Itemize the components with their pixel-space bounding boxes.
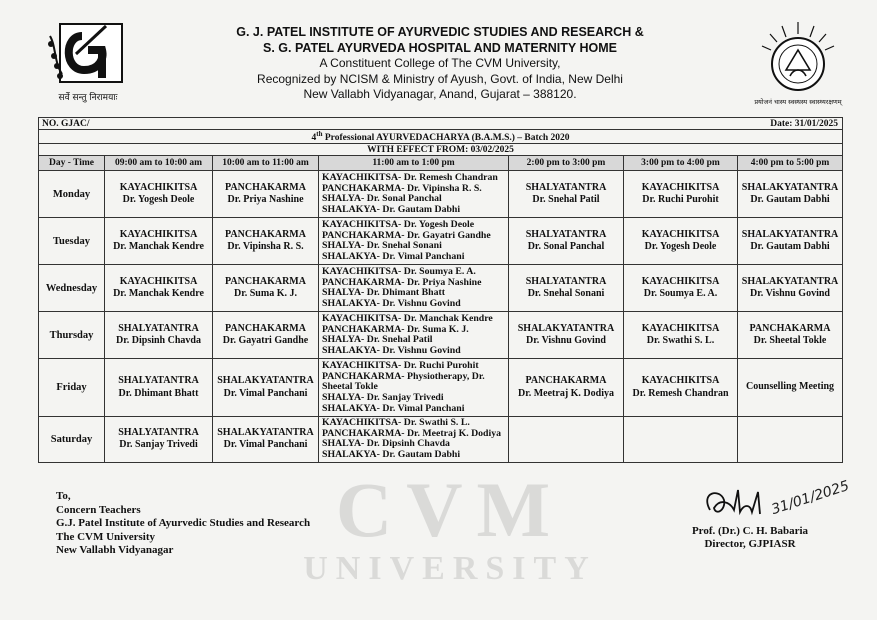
signer-title: Director, GJPIASR bbox=[704, 538, 796, 550]
slot-line: Sheetal Tokle bbox=[322, 382, 378, 393]
recipient-line: Concern Teachers bbox=[56, 503, 141, 516]
slot-cell bbox=[509, 171, 624, 218]
signature-date: 31/01/2025 bbox=[769, 477, 852, 519]
slot-line: SHALYATANTRA bbox=[118, 375, 199, 387]
slot-cell bbox=[319, 417, 509, 462]
slot-line: KAYACHIKITSA- Dr. Yogesh Deole bbox=[322, 219, 475, 230]
column-header-row bbox=[39, 156, 843, 171]
slot-cell bbox=[509, 359, 624, 417]
slot-line: Dr. Gautam Dabhi bbox=[750, 241, 830, 253]
slot-line: KAYACHIKITSA bbox=[641, 181, 720, 193]
slot-line: Dr. Soumya E. A. bbox=[643, 288, 718, 300]
slot-cell bbox=[213, 417, 319, 462]
slot-line: PANCHAKARMA bbox=[525, 375, 607, 387]
slot-line: Dr. Gayatri Gandhe bbox=[222, 335, 309, 347]
letterhead bbox=[180, 24, 700, 103]
slot-cell bbox=[509, 312, 624, 359]
slot-line: Dr. Sanjay Trivedi bbox=[119, 439, 198, 451]
slot-cell bbox=[319, 265, 509, 312]
slot-line: SHALAKYATANTRA bbox=[217, 375, 314, 387]
institute-logo-icon bbox=[42, 14, 134, 106]
slot-line: KAYACHIKITSA- Dr. Manchak Kendre bbox=[322, 313, 493, 324]
slot-line: KAYACHIKITSA- Dr. Remesh Chandran bbox=[322, 172, 498, 183]
slot-line: SHALYATANTRA bbox=[118, 322, 199, 334]
slot-line: Dr. Manchak Kendre bbox=[113, 241, 204, 253]
slot-line: KAYACHIKITSA bbox=[119, 181, 198, 193]
day-cell: Saturday bbox=[39, 417, 105, 462]
slot-cell bbox=[738, 218, 843, 265]
recipient-line: New Vallabh Vidyanagar bbox=[56, 544, 174, 556]
slot-cell bbox=[213, 312, 319, 359]
slot-cell bbox=[624, 171, 738, 218]
recipient-line: The CVM University bbox=[56, 530, 155, 543]
slot-line: Dr. Remesh Chandran bbox=[632, 387, 729, 399]
timetable-body bbox=[39, 171, 843, 462]
left-logo-motto: सर्वे सन्तु निरामयाः bbox=[58, 93, 118, 103]
slot-line: Dr. Vishnu Govind bbox=[526, 335, 606, 347]
course-title-pre: 4 bbox=[311, 133, 317, 144]
slot-line: PANCHAKARMA bbox=[225, 322, 306, 334]
effect-row bbox=[39, 144, 843, 156]
slot-line: PANCHAKARMA- Dr. Suma K. J. bbox=[322, 324, 469, 335]
slot-line: Dr. Yogesh Deole bbox=[644, 241, 717, 253]
column-header: 10:00 am to 11:00 am bbox=[213, 156, 319, 171]
slot-cell bbox=[738, 359, 843, 417]
slot-line: Dr. Dhimant Bhatt bbox=[118, 387, 199, 399]
slot-line: SHALYATANTRA bbox=[525, 228, 607, 240]
slot-line: SHALYATANTRA bbox=[525, 181, 607, 193]
slot-line: Dr. Suma K. J. bbox=[234, 288, 297, 300]
day-cell: Thursday bbox=[39, 312, 105, 359]
column-header: 2:00 pm to 3:00 pm bbox=[509, 156, 624, 171]
slot-cell bbox=[213, 171, 319, 218]
slot-line: SHALAKYA- Dr. Vishnu Govind bbox=[322, 345, 461, 356]
slot-cell bbox=[213, 359, 319, 417]
timetable bbox=[38, 117, 843, 463]
slot-line: Dr. Vimal Panchani bbox=[223, 387, 308, 399]
issue-date: Date: 31/01/2025 bbox=[770, 118, 839, 129]
watermark bbox=[270, 466, 630, 588]
slot-line: SHALYA- Dr. Sonal Panchal bbox=[322, 194, 442, 205]
slot-line: Dr. Gautam Dabhi bbox=[750, 194, 830, 206]
slot-cell bbox=[624, 417, 738, 462]
right-logo-motto: प्रयोजनं चास्य स्वस्थस्य स्वास्थ्यरक्षणम् bbox=[754, 98, 842, 106]
slot-line: PANCHAKARMA bbox=[225, 275, 306, 287]
slot-line: SHALYATANTRA bbox=[118, 426, 199, 438]
to-label: To, bbox=[56, 490, 71, 502]
slot-line: SHALAKYATANTRA bbox=[517, 322, 615, 334]
day-cell: Monday bbox=[39, 171, 105, 218]
slot-line: PANCHAKARMA bbox=[225, 228, 306, 240]
slot-line: Dr. Snehal Patil bbox=[532, 194, 600, 206]
table-row bbox=[39, 171, 843, 218]
reference-number: NO. GJAC/ bbox=[42, 118, 90, 129]
slot-line: KAYACHIKITSA bbox=[641, 322, 720, 334]
slot-line: Dr. Dipsinh Chavda bbox=[116, 335, 201, 347]
slot-cell bbox=[738, 171, 843, 218]
institute-name-line1: G. J. PATEL INSTITUTE OF AYURVEDIC STUDIES AND RESEARCH & bbox=[236, 25, 644, 39]
slot-line: PANCHAKARMA bbox=[225, 181, 306, 193]
slot-line: Dr. Sheetal Tokle bbox=[753, 335, 827, 347]
title-row bbox=[39, 130, 843, 144]
slot-line: KAYACHIKITSA bbox=[641, 228, 720, 240]
slot-line: KAYACHIKITSA bbox=[119, 228, 198, 240]
slot-line: Dr. Snehal Sonani bbox=[527, 288, 605, 300]
column-header: 4:00 pm to 5:00 pm bbox=[738, 156, 843, 171]
slot-cell bbox=[509, 218, 624, 265]
slot-cell bbox=[105, 171, 213, 218]
day-cell: Friday bbox=[39, 359, 105, 417]
slot-line: SHALYA- Dr. Dipsinh Chavda bbox=[322, 439, 450, 450]
recognition-line: Recognized by NCISM & Ministry of Ayush, Govt. of India, New Delhi bbox=[257, 71, 623, 86]
slot-line: Dr. Manchak Kendre bbox=[113, 288, 204, 300]
slot-line: KAYACHIKITSA bbox=[119, 275, 198, 287]
slot-line: KAYACHIKITSA bbox=[641, 275, 720, 287]
constituent-line: A Constituent College of The CVM University, bbox=[319, 56, 561, 70]
slot-line: SHALAKYA- Dr. Gautam Dabhi bbox=[322, 204, 461, 215]
slot-cell bbox=[105, 359, 213, 417]
slot-cell bbox=[319, 359, 509, 417]
slot-line: PANCHAKARMA bbox=[749, 322, 831, 334]
slot-cell bbox=[213, 218, 319, 265]
slot-line: SHALYA- Dr. Snehal Sonani bbox=[322, 241, 442, 252]
slot-cell bbox=[738, 312, 843, 359]
slot-line: Dr. Sonal Panchal bbox=[527, 241, 605, 253]
slot-line: Dr. Priya Nashine bbox=[227, 194, 304, 206]
slot-line: SHALAKYATANTRA bbox=[741, 228, 839, 240]
recipient-block bbox=[56, 490, 310, 558]
slot-line: Dr. Ruchi Purohit bbox=[642, 194, 719, 206]
slot-line: Dr. Yogesh Deole bbox=[122, 194, 195, 206]
slot-line: SHALAKYATANTRA bbox=[741, 181, 839, 193]
slot-cell bbox=[105, 417, 213, 462]
table-row bbox=[39, 417, 843, 462]
slot-line: Dr. Meetraj K. Dodiya bbox=[518, 387, 614, 399]
slot-line: PANCHAKARMA- Dr. Priya Nashine bbox=[322, 277, 482, 288]
table-row bbox=[39, 218, 843, 265]
slot-cell bbox=[509, 265, 624, 312]
slot-line: SHALYA- Dr. Sanjay Trivedi bbox=[322, 392, 444, 403]
slot-line: Dr. Vipinsha R. S. bbox=[227, 241, 304, 253]
slot-cell bbox=[509, 417, 624, 462]
slot-line: PANCHAKARMA- Dr. Gayatri Gandhe bbox=[322, 230, 491, 241]
seal-logo-icon bbox=[752, 20, 844, 112]
slot-line: SHALAKYATANTRA bbox=[741, 275, 839, 287]
slot-cell bbox=[624, 265, 738, 312]
day-cell: Wednesday bbox=[39, 265, 105, 312]
slot-cell bbox=[624, 359, 738, 417]
table-row bbox=[39, 265, 843, 312]
slot-line: KAYACHIKITSA bbox=[641, 375, 720, 387]
slot-cell bbox=[213, 265, 319, 312]
effective-date: WITH EFFECT FROM: 03/02/2025 bbox=[39, 144, 843, 156]
meta-row bbox=[39, 118, 843, 130]
slot-line: SHALAKYA- Dr. Vishnu Govind bbox=[322, 298, 461, 309]
slot-line: SHALYA- Dr. Snehal Patil bbox=[322, 335, 433, 346]
slot-cell bbox=[319, 218, 509, 265]
slot-cell bbox=[624, 218, 738, 265]
column-header: Day - Time bbox=[39, 156, 105, 171]
slot-line: Dr. Swathi S. L. bbox=[646, 335, 715, 347]
slot-cell bbox=[105, 312, 213, 359]
course-title-post: Professional AYURVEDACHARYA (B.A.M.S.) – Batch 2020 bbox=[322, 133, 570, 144]
signatory-block bbox=[680, 525, 820, 551]
slot-line: SHALAKYA- Dr. Vimal Panchani bbox=[322, 403, 465, 414]
slot-cell bbox=[738, 417, 843, 462]
slot-cell bbox=[738, 265, 843, 312]
slot-line: SHALAKYATANTRA bbox=[217, 426, 314, 438]
course-title-sup: th bbox=[316, 130, 323, 138]
watermark-cvm: CVM bbox=[335, 466, 565, 553]
slot-line: PANCHAKARMA- Dr. Vipinsha R. S. bbox=[322, 183, 482, 194]
day-cell: Tuesday bbox=[39, 218, 105, 265]
slot-line: SHALAKYA- Dr. Vimal Panchani bbox=[322, 251, 465, 262]
slot-cell bbox=[624, 312, 738, 359]
slot-line: SHALAKYA- Dr. Gautam Dabhi bbox=[322, 449, 461, 460]
institute-name-line2: S. G. PATEL AYURVEDA HOSPITAL AND MATERNITY HOME bbox=[263, 41, 617, 55]
slot-line: Counselling Meeting bbox=[745, 381, 835, 393]
column-header: 09:00 am to 10:00 am bbox=[105, 156, 213, 171]
slot-line: SHALYA- Dr. Dhimant Bhatt bbox=[322, 288, 446, 299]
address-line: New Vallabh Vidyanagar, Anand, Gujarat – 388120. bbox=[303, 87, 577, 101]
slot-cell bbox=[105, 265, 213, 312]
signer-name: Prof. (Dr.) C. H. Babaria bbox=[691, 525, 809, 537]
column-header: 3:00 pm to 4:00 pm bbox=[624, 156, 738, 171]
table-row bbox=[39, 312, 843, 359]
slot-line: PANCHAKARMA- Physiotherapy, Dr. bbox=[322, 371, 485, 382]
slot-cell bbox=[105, 218, 213, 265]
column-header: 11:00 am to 1:00 pm bbox=[319, 156, 509, 171]
watermark-university: UNIVERSITY bbox=[303, 550, 597, 587]
slot-line: Dr. Vimal Panchani bbox=[223, 439, 308, 451]
slot-cell bbox=[319, 312, 509, 359]
slot-cell bbox=[319, 171, 509, 218]
slot-line: PANCHAKARMA- Dr. Meetraj K. Dodiya bbox=[322, 428, 502, 439]
slot-line: KAYACHIKITSA- Dr. Swathi S. L. bbox=[322, 418, 470, 429]
slot-line: SHALYATANTRA bbox=[525, 275, 607, 287]
recipient-line: G.J. Patel Institute of Ayurvedic Studies and Research bbox=[56, 517, 311, 529]
slot-line: Dr. Vishnu Govind bbox=[750, 288, 830, 300]
table-row bbox=[39, 359, 843, 417]
slot-line: KAYACHIKITSA- Dr. Ruchi Purohit bbox=[322, 361, 479, 372]
slot-line: KAYACHIKITSA- Dr. Soumya E. A. bbox=[322, 266, 476, 277]
